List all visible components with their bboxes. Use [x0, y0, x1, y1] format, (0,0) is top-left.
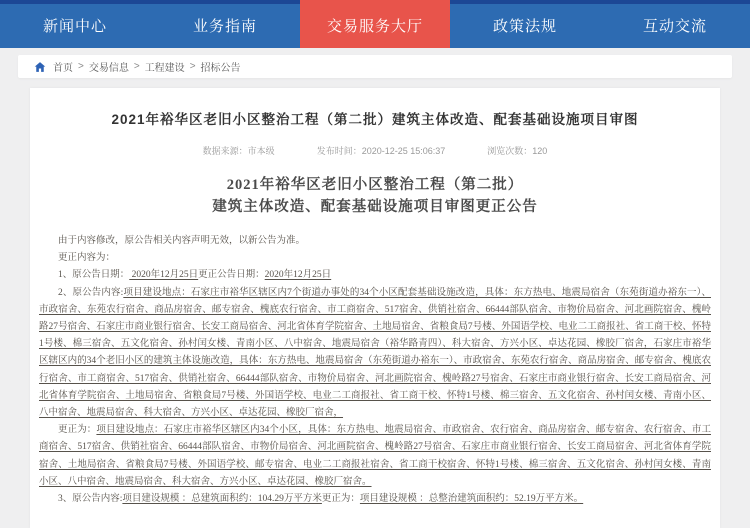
- paragraph-text: 1、原公告日期：: [58, 270, 130, 281]
- content-panel: [30, 88, 720, 528]
- announcement-paragraph: [39, 233, 711, 250]
- announcement-paragraph: [39, 491, 711, 508]
- corrected-text: 项目建设地点：石家庄市裕华区辖区内7个街道办事处的34个小区配套基础设施改造，具体：东方热电、地震局宿舍（东苑街道办裕东一）、市政宿舍、东苑农行宿舍、商品房宿舍、邮专宿舍、槐底农行宿舍、市工商宿舍、517宿舍、供销社宿舍、66444部队宿舍、市物价局宿舍、河北画院宿舍、槐岭路27号宿舍、石家庄市商业银行宿舍、长安工商局宿舍、河北省体育学院宿舍、土地局宿舍、省粮食局7号楼、外国语学校、电业二工商报社、省工商干校、怀特1号楼、棉三宿舍、五文化宿舍、孙村闰女楼、青南小区、八中宿舍、地震局宿舍（裕华路青四）、科大宿舍、方兴小区、卓达花园、橡胶厂宿舍，石家庄市裕华区辖区内的34个老旧小区的建筑主体设施改造，具体：东方热电、地震局宿舍（东苑街道办裕东一）、市政宿舍、东苑农行宿舍、商品房宿舍、邮专宿舍、槐底农行宿舍、市工商宿舍、517宿舍、供销社宿舍、66444部队宿舍、市物价局宿舍、河北画院宿舍、槐岭路27号宿舍、石家庄市商业银行宿舍、长安工商局宿舍、河北省体育学院宿舍、土地局宿舍、省粮食局7号楼、外国语学校、电业二工商报社、省工商干校、怀特1号楼、棉三宿舍、五文化宿舍、孙村闰女楼、青南小区、八中宿舍、地震局宿舍、科大宿舍、方兴小区、卓达花园、橡胶厂宿舍，: [39, 287, 711, 419]
- meta-source: 数据来源：市本级: [202, 146, 275, 156]
- breadcrumb-trade-info[interactable]: 交易信息: [88, 63, 129, 74]
- paragraph-text: 由于内容修改，原公告相关内容声明无效，以新公告为准。: [58, 236, 306, 246]
- breadcrumb: [18, 55, 732, 78]
- breadcrumb-separator: >: [133, 61, 140, 72]
- home-icon[interactable]: [34, 61, 46, 73]
- document-heading: [39, 174, 711, 218]
- nav-item-trading-hall[interactable]: 交易服务大厅: [300, 0, 450, 48]
- announcement-paragraph: [39, 422, 711, 491]
- article-meta: [39, 144, 711, 157]
- breadcrumb-home[interactable]: 首页: [53, 63, 73, 74]
- paragraph-text: 3、原公告内容:: [58, 494, 123, 505]
- top-navigation: [0, 0, 750, 48]
- corrected-text: 项目建设规模 ：总整治建筑面积约：52.19万平方米。: [359, 494, 584, 505]
- breadcrumb-construction[interactable]: 工程建设: [144, 63, 185, 74]
- corrected-text: 项目建设地点：石家庄市裕华区辖区内34个小区，具体：东方热电、地震局宿舍、市政宿舍、农行宿舍、商品房宿舍、邮专宿舍、农行宿舍、市工商宿舍、517宿舍、供销社宿舍、66444部队宿舍、市物价局宿舍、河北画院宿舍、槐岭路27号宿舍、石家庄市商业银行宿舍、长安工商局宿舍、河北省体育学院宿舍、土地局宿舍、省粮食局7号楼、外国语学校、邮专宿舍、电业二工商报社宿舍、省工商干校宿舍、怀特1号楼、棉三宿舍、五文化宿舍、孙村闰女楼、青南小区、八中宿舍、地震局宿舍、科大宿舍、方兴小区、卓达花园、橡胶厂宿舍。: [39, 425, 711, 487]
- announcement-paragraph: [39, 250, 711, 267]
- paragraph-text: 更正公告日期：: [198, 270, 265, 281]
- nav-item-policies[interactable]: 政策法规: [492, 17, 557, 35]
- breadcrumb-tender-notice[interactable]: 招标公告: [200, 63, 241, 74]
- corrected-text: 项目建设规模 ：总建筑面积约：104.29万平方米: [122, 494, 322, 505]
- document-heading-line1: 2021年裕华区老旧小区整治工程（第二批）: [226, 177, 524, 193]
- breadcrumb-separator: >: [189, 61, 196, 72]
- paragraph-text: 更正为：: [58, 425, 97, 436]
- announcement-paragraph: [39, 267, 711, 284]
- nav-item-business-guide[interactable]: 业务指南: [192, 17, 257, 35]
- meta-view-count: 浏览次数：120: [487, 146, 548, 156]
- document-heading-line2: 建筑主体改造、配套基础设施项目审图更正公告: [212, 199, 538, 215]
- corrected-text: 2020年12月25日: [264, 270, 332, 281]
- announcement-paragraph: [39, 285, 711, 423]
- paragraph-text: 2、原公告内容:: [58, 287, 124, 298]
- nav-item-news-center[interactable]: 新闻中心: [42, 17, 107, 35]
- meta-publish-time: 发布时间：2020-12-25 15:06:37: [316, 146, 446, 156]
- paragraph-text: 更正内容为：: [58, 253, 116, 264]
- breadcrumb-separator: >: [78, 61, 84, 72]
- nav-item-interaction[interactable]: 互动交流: [642, 17, 707, 35]
- announcement-body: [39, 233, 711, 508]
- paragraph-text: 更正为：: [321, 494, 360, 505]
- corrected-text: 2020年12月25日: [129, 270, 199, 281]
- page-title: 2021年裕华区老旧小区整治工程（第二批）建筑主体改造、配套基础设施项目审图: [111, 112, 639, 127]
